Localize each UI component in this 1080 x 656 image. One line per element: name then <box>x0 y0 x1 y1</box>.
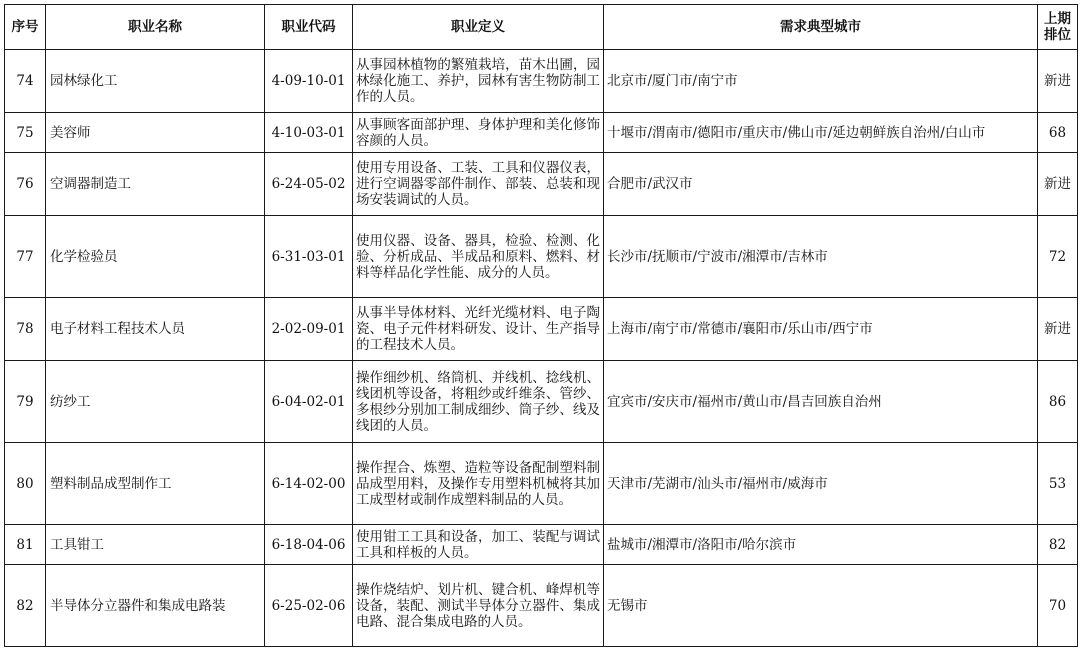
header-cities: 需求典型城市 <box>604 5 1038 50</box>
occupation-code: 6-24-05-02 <box>265 153 353 216</box>
table-row <box>5 216 1078 298</box>
header-index: 序号 <box>5 5 46 50</box>
header-prev-rank-line2: 排位 <box>1044 27 1071 43</box>
table-row <box>5 443 1078 525</box>
occupation-code: 6-18-04-06 <box>265 525 353 565</box>
previous-rank: 新进 <box>1038 298 1078 361</box>
previous-rank: 82 <box>1038 525 1078 565</box>
typical-cities: 合肥市/武汉市 <box>604 153 1038 216</box>
occupation-definition: 使用钳工工具和设备，加工、装配与调试工具和样板的人员。 <box>353 525 604 565</box>
occupation-code: 4-10-03-01 <box>265 113 353 153</box>
occupation-code: 6-31-03-01 <box>265 216 353 298</box>
row-index: 76 <box>5 153 46 216</box>
header-prev-rank <box>1038 5 1078 50</box>
row-index: 81 <box>5 525 46 565</box>
header-row <box>5 5 1078 50</box>
occupation-code: 6-04-02-01 <box>265 361 353 443</box>
occupation-name: 美容师 <box>46 113 265 153</box>
row-index: 75 <box>5 113 46 153</box>
occupation-definition: 使用专用设备、工装、工具和仪器仪表，进行空调器零部件制作、部装、总装和现场安装调试的人员。 <box>353 153 604 216</box>
occupation-name: 塑料制品成型制作工 <box>46 443 265 525</box>
previous-rank: 53 <box>1038 443 1078 525</box>
row-index: 79 <box>5 361 46 443</box>
header-name: 职业名称 <box>46 5 265 50</box>
occupation-code: 6-25-02-06 <box>265 565 353 647</box>
row-index: 78 <box>5 298 46 361</box>
previous-rank: 70 <box>1038 565 1078 647</box>
typical-cities: 天津市/芜湖市/汕头市/福州市/威海市 <box>604 443 1038 525</box>
occupation-name: 工具钳工 <box>46 525 265 565</box>
occupation-name: 电子材料工程技术人员 <box>46 298 265 361</box>
row-index: 77 <box>5 216 46 298</box>
table-row <box>5 525 1078 565</box>
occupation-name: 半导体分立器件和集成电路装 <box>46 565 265 647</box>
occupation-definition: 使用仪器、设备、器具，检验、检测、化验、分析成品、半成品和原料、燃料、材料等样品化学性能、成分的人员。 <box>353 216 604 298</box>
typical-cities: 盐城市/湘潭市/洛阳市/哈尔滨市 <box>604 525 1038 565</box>
occupation-name: 化学检验员 <box>46 216 265 298</box>
table-row <box>5 113 1078 153</box>
occupation-name: 园林绿化工 <box>46 50 265 113</box>
occupation-definition: 操作细纱机、络筒机、并线机、捻线机、线团机等设备，将粗纱或纤维条、管纱、多根纱分别加工制成细纱、筒子纱、线及线团的人员。 <box>353 361 604 443</box>
typical-cities: 长沙市/抚顺市/宁波市/湘潭市/吉林市 <box>604 216 1038 298</box>
row-index: 80 <box>5 443 46 525</box>
header-code: 职业代码 <box>265 5 353 50</box>
header-definition: 职业定义 <box>353 5 604 50</box>
occupation-name: 纺纱工 <box>46 361 265 443</box>
typical-cities: 无锡市 <box>604 565 1038 647</box>
occupation-definition: 从事顾客面部护理、身体护理和美化修饰容颜的人员。 <box>353 113 604 153</box>
occupation-code: 6-14-02-00 <box>265 443 353 525</box>
previous-rank: 86 <box>1038 361 1078 443</box>
table-row <box>5 153 1078 216</box>
previous-rank: 新进 <box>1038 153 1078 216</box>
occupation-code: 4-09-10-01 <box>265 50 353 113</box>
previous-rank: 72 <box>1038 216 1078 298</box>
typical-cities: 上海市/南宁市/常德市/襄阳市/乐山市/西宁市 <box>604 298 1038 361</box>
row-index: 74 <box>5 50 46 113</box>
table-row <box>5 50 1078 113</box>
table-row <box>5 298 1078 361</box>
typical-cities: 北京市/厦门市/南宁市 <box>604 50 1038 113</box>
table-row <box>5 565 1078 647</box>
typical-cities: 十堰市/渭南市/德阳市/重庆市/佛山市/延边朝鲜族自治州/白山市 <box>604 113 1038 153</box>
row-index: 82 <box>5 565 46 647</box>
occupation-definition: 从事园林植物的繁殖栽培，苗木出圃，园林绿化施工、养护，园林有害生物防制工作的人员。 <box>353 50 604 113</box>
occupation-code: 2-02-09-01 <box>265 298 353 361</box>
occupation-definition: 从事半导体材料、光纤光缆材料、电子陶瓷、电子元件材料研发、设计、生产指导的工程技术人员。 <box>353 298 604 361</box>
occupation-table <box>4 4 1078 647</box>
previous-rank: 新进 <box>1038 50 1078 113</box>
typical-cities: 宜宾市/安庆市/福州市/黄山市/昌吉回族自治州 <box>604 361 1038 443</box>
table-row <box>5 361 1078 443</box>
occupation-definition: 操作捏合、炼塑、造粒等设备配制塑料制品成型用料，及操作专用塑料机械将其加工成型材或制作成塑料制品的人员。 <box>353 443 604 525</box>
previous-rank: 68 <box>1038 113 1078 153</box>
header-prev-rank-line1: 上期 <box>1044 11 1071 27</box>
occupation-name: 空调器制造工 <box>46 153 265 216</box>
occupation-definition: 操作烧结炉、划片机、键合机、峰焊机等设备，装配、测试半导体分立器件、集成电路、混合集成电路的人员。 <box>353 565 604 647</box>
